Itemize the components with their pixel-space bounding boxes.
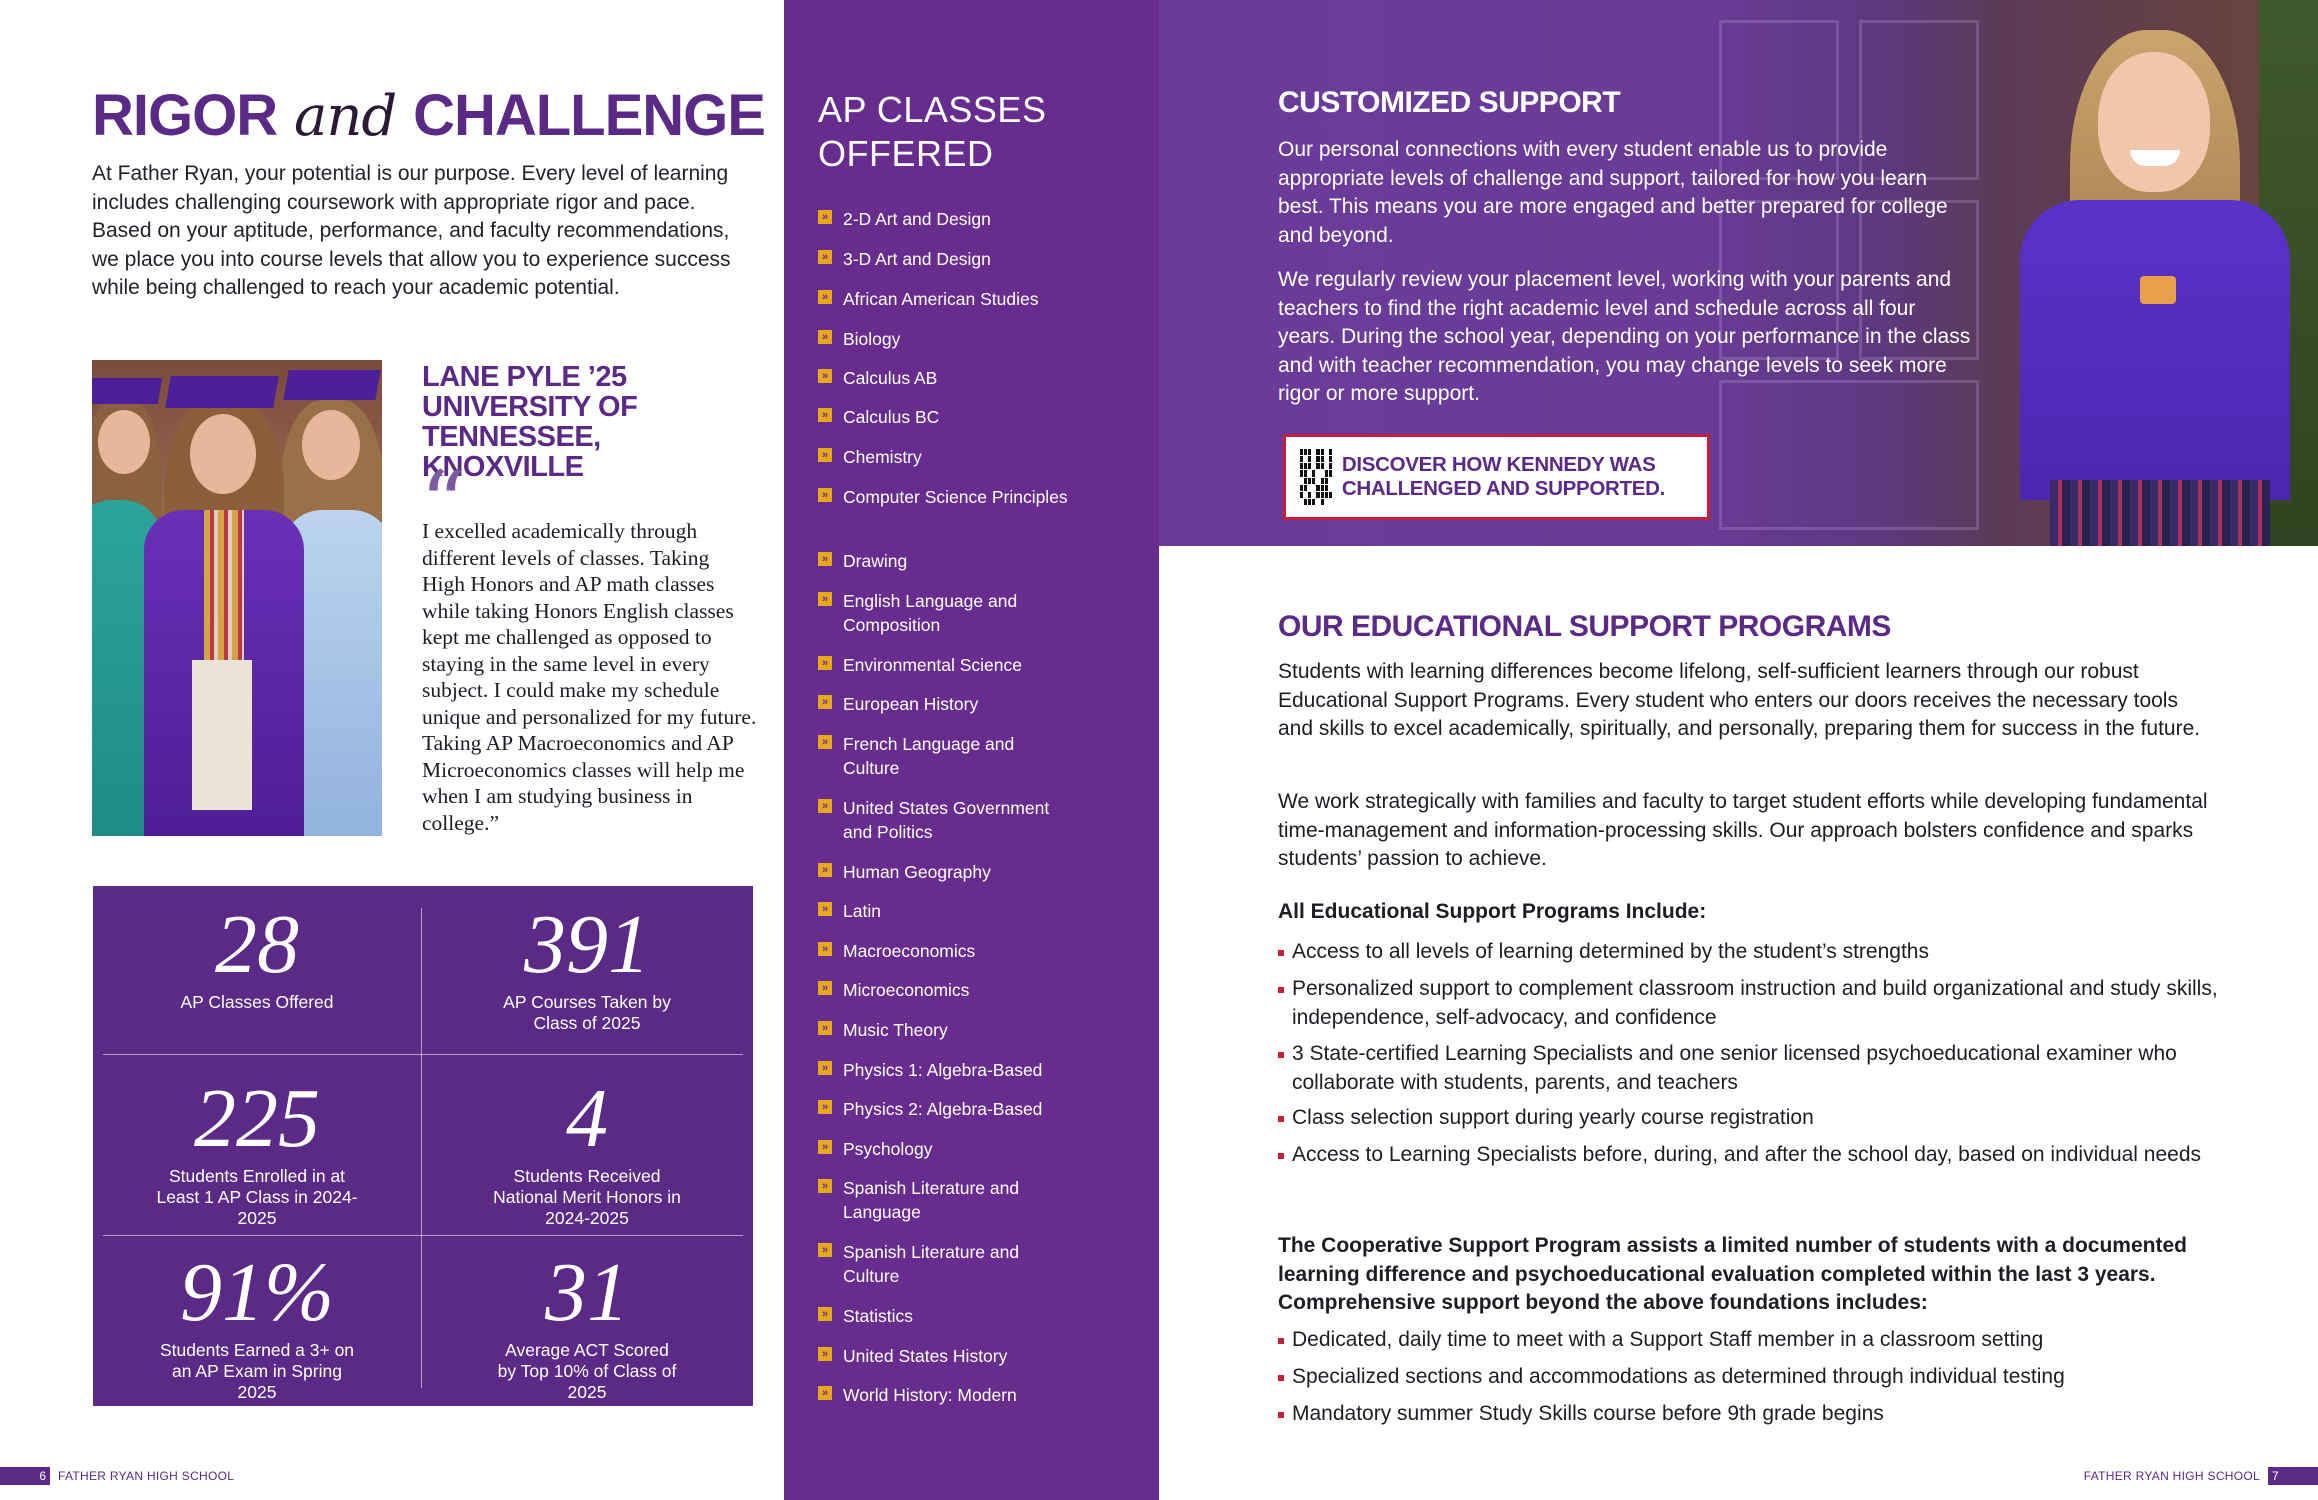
stat-item (97, 1074, 417, 1229)
arrow-bullet-icon: » (818, 1179, 832, 1193)
footer-school-name: FATHER RYAN HIGH SCHOOL (58, 1469, 235, 1483)
stat-value: 28 (215, 898, 299, 991)
ap-class-name: United States Government and Politics (843, 798, 1050, 842)
ap-class-item (818, 653, 1148, 677)
ap-class-item (818, 732, 1148, 780)
arrow-bullet-icon: » (818, 656, 832, 670)
ap-classes-column (784, 0, 1159, 1500)
bullet-text: Access to Learning Specialists before, during, and after the school day, based on individual needs (1292, 1143, 2202, 1166)
ap-class-item (818, 445, 1148, 469)
ap-class-name: 3-D Art and Design (843, 249, 991, 269)
ap-class-name: Biology (843, 329, 901, 349)
page-title (92, 82, 765, 149)
ap-class-name: English Language and Composition (843, 591, 1018, 635)
square-bullet-icon (1278, 1412, 1284, 1418)
ap-class-name: Microeconomics (843, 980, 970, 1000)
page-number: 6 (0, 1467, 50, 1485)
support-programs-paragraph: We work strategically with families and faculty to target student efforts while developing fundamental time-management and information-processing skills. Our approach bolsters confidence and sparks students’ passion to achieve. (1278, 790, 2208, 870)
cooperative-program-heading: The Cooperative Support Program assists a limited number of students with a documented learning difference and psychoeducational evaluation completed within the last 3 years. Comprehensive support beyond the above foundations includes: (1278, 1234, 2187, 1314)
stat-label: AP Classes Offered (180, 992, 334, 1012)
ap-class-name: French Language and Culture (843, 734, 1015, 778)
arrow-bullet-icon: » (818, 1243, 832, 1257)
title-and: and (293, 84, 397, 149)
arrow-bullet-icon: » (818, 863, 832, 877)
square-bullet-icon (1278, 950, 1284, 956)
ap-class-item (818, 978, 1148, 1002)
square-bullet-icon (1278, 1375, 1284, 1381)
arrow-bullet-icon: » (818, 902, 832, 916)
arrow-bullet-icon: » (818, 981, 832, 995)
bullet-list-item (1278, 1363, 2238, 1392)
stat-label: AP Courses Taken by Class of 2025 (503, 992, 671, 1033)
ap-class-item (818, 939, 1148, 963)
arrow-bullet-icon: » (818, 1021, 832, 1035)
stat-item (427, 900, 747, 1034)
page-number: 7 (2268, 1467, 2318, 1485)
ap-class-item (818, 1304, 1148, 1328)
student-photo (1990, 0, 2318, 546)
bullet-list-item (1278, 1326, 2238, 1355)
bullet-list-item (1278, 1400, 2238, 1429)
ap-class-item (818, 327, 1148, 351)
ap-class-item (818, 899, 1148, 923)
arrow-bullet-icon: » (818, 1307, 832, 1321)
arrow-bullet-icon: » (818, 799, 832, 813)
intro-paragraph: At Father Ryan, your potential is our purpose. Every level of learning includes challenging coursework with appropriate rigor and pace. Based on your aptitude, performance, and faculty recommendations, we place you into course levels that allow you to experience success while being challenged to reach your academic potential. (92, 162, 731, 299)
square-bullet-icon (1278, 1052, 1284, 1058)
stat-label: Average ACT Scored by Top 10% of Class of 2025 (497, 1340, 677, 1402)
quote-mark-icon: “ (420, 452, 467, 557)
arrow-bullet-icon: » (818, 290, 832, 304)
right-footer (2084, 1467, 2318, 1485)
ap-class-name: Computer Science Principles (843, 487, 1068, 507)
square-bullet-icon (1278, 1116, 1284, 1122)
stat-item (427, 1074, 747, 1229)
ap-class-name: Calculus AB (843, 368, 938, 388)
ap-class-name: Chemistry (843, 447, 922, 467)
ap-class-item (818, 589, 1148, 637)
qr-callout[interactable] (1283, 434, 1710, 520)
ap-class-item (818, 1137, 1148, 1161)
arrow-bullet-icon: » (818, 552, 832, 566)
ap-class-item (818, 549, 1148, 573)
ap-class-item (818, 796, 1148, 844)
arrow-bullet-icon: » (818, 695, 832, 709)
bullet-text: 3 State-certified Learning Specialists and one senior licensed psychoeducational examiner who collaborate with students, parents, and teachers (1292, 1042, 2177, 1094)
ap-class-item (818, 485, 1148, 509)
ap-class-item (818, 860, 1148, 884)
ap-class-item (818, 692, 1148, 716)
title-rigor: RIGOR (92, 83, 278, 148)
arrow-bullet-icon: » (818, 1386, 832, 1400)
ap-class-item (818, 1097, 1148, 1121)
bullet-text: Dedicated, daily time to meet with a Support Staff member in a classroom setting (1292, 1328, 2044, 1351)
arrow-bullet-icon: » (818, 942, 832, 956)
arrow-bullet-icon: » (818, 369, 832, 383)
bullet-list-item (1278, 938, 2238, 967)
support-programs-title: OUR EDUCATIONAL SUPPORT PROGRAMS (1278, 610, 1891, 643)
student-name-heading: LANE PYLE ’25 UNIVERSITY OF TENNESSEE, KNOXVILLE (422, 361, 638, 483)
bullet-list-item (1278, 1141, 2238, 1170)
ap-classes-title: AP CLASSES OFFERED (818, 89, 1047, 174)
ap-class-name: 2-D Art and Design (843, 209, 991, 229)
ap-class-item (818, 1344, 1148, 1368)
bullet-text: Personalized support to complement classroom instruction and build organizational and study skills, independence, self-advocacy, and confidence (1292, 977, 2218, 1029)
stat-value: 31 (545, 1246, 629, 1339)
ap-class-name: Statistics (843, 1306, 914, 1326)
arrow-bullet-icon: » (818, 408, 832, 422)
arrow-bullet-icon: » (818, 250, 832, 264)
qr-code-icon[interactable] (1300, 449, 1332, 505)
square-bullet-icon (1278, 1153, 1284, 1159)
arrow-bullet-icon: » (818, 448, 832, 462)
arrow-bullet-icon: » (818, 1100, 832, 1114)
qr-callout-text: DISCOVER HOW KENNEDY WAS CHALLENGED AND SUPPORTED. (1341, 453, 1666, 500)
ap-class-name: Drawing (843, 551, 908, 571)
stat-item (427, 1248, 747, 1403)
stat-value: 4 (566, 1072, 608, 1165)
ap-class-item (818, 1058, 1148, 1082)
bullet-text: Access to all levels of learning determined by the student’s strengths (1292, 940, 1929, 963)
ap-class-name: Environmental Science (843, 655, 1022, 675)
ap-class-item (818, 366, 1148, 390)
ap-class-name: Human Geography (843, 862, 991, 882)
ap-class-item (818, 1018, 1148, 1042)
ap-class-name: Macroeconomics (843, 941, 976, 961)
customized-support-paragraph: We regularly review your placement level, working with your parents and teachers to find the right academic level and schedule across all four years. During the school year, depending on your performance in the class and with teacher recommendation, you may change levels to seek more rigor or more support. (1278, 268, 1971, 405)
arrow-bullet-icon: » (818, 1140, 832, 1154)
bullet-list-item (1278, 1040, 2238, 1097)
includes-heading: All Educational Support Programs Include: (1278, 900, 1707, 923)
arrow-bullet-icon: » (818, 210, 832, 224)
stat-value: 225 (194, 1072, 320, 1165)
ap-class-name: Physics 2: Algebra-Based (843, 1099, 1043, 1119)
stat-item (97, 1248, 417, 1403)
customized-support-paragraph: Our personal connections with every student enable us to provide appropriate levels of challenge and support, tailored for how you learn best. This means you are more engaged and better prepared for college and beyond. (1278, 138, 1948, 247)
ap-class-name: Psychology (843, 1139, 933, 1159)
ap-class-item (818, 247, 1148, 271)
left-footer (0, 1467, 234, 1485)
ap-class-item (818, 1176, 1148, 1224)
square-bullet-icon (1278, 1338, 1284, 1344)
stat-item (97, 900, 417, 1013)
bullet-text: Class selection support during yearly course registration (1292, 1106, 1814, 1129)
stat-label: Students Enrolled in at Least 1 AP Class in 2024-2025 (156, 1166, 358, 1228)
student-quote: I excelled academically through different levels of classes. Taking High Honors and AP math classes while taking Honors English classes kept me challenged as opposed to staying in the same level in every subject. I could make my schedule unique and personalized for my future. Taking AP Macroeconomics and AP Microeconomics classes will help me when I am studying business in college.” (422, 519, 757, 835)
ap-class-item (818, 405, 1148, 429)
ap-class-name: Physics 1: Algebra-Based (843, 1060, 1043, 1080)
ap-class-item (818, 207, 1148, 231)
ap-class-name: Spanish Literature and Culture (843, 1242, 1020, 1286)
arrow-bullet-icon: » (818, 592, 832, 606)
stats-panel (93, 886, 753, 1406)
graduates-photo (92, 360, 382, 836)
ap-class-item (818, 1240, 1148, 1288)
ap-class-name: Latin (843, 901, 881, 921)
stat-value: 391 (524, 898, 650, 991)
ap-class-item (818, 287, 1148, 311)
arrow-bullet-icon: » (818, 330, 832, 344)
arrow-bullet-icon: » (818, 1061, 832, 1075)
arrow-bullet-icon: » (818, 1347, 832, 1361)
stat-value: 91% (180, 1246, 334, 1339)
bullet-text: Mandatory summer Study Skills course before 9th grade begins (1292, 1402, 1884, 1425)
ap-class-name: Music Theory (843, 1020, 948, 1040)
support-programs-paragraph: Students with learning differences become lifelong, self-sufficient learners through our robust Educational Support Programs. Every student who enters our doors receives the necessary tools and skills to excel academically, spiritually, and personally, preparing them for success in the future. (1278, 660, 2201, 740)
square-bullet-icon (1278, 987, 1284, 993)
bullet-text: Specialized sections and accommodations as determined through individual testing (1292, 1365, 2065, 1388)
arrow-bullet-icon: » (818, 735, 832, 749)
ap-class-name: European History (843, 694, 979, 714)
footer-school-name: FATHER RYAN HIGH SCHOOL (2083, 1469, 2260, 1483)
ap-class-item (818, 1383, 1148, 1407)
ap-class-name: Calculus BC (843, 407, 940, 427)
ap-class-name: Spanish Literature and Language (843, 1178, 1020, 1222)
arrow-bullet-icon: » (818, 488, 832, 502)
bullet-list-item (1278, 1104, 2238, 1133)
stat-label: Students Received National Merit Honors in 2024-2025 (493, 1166, 681, 1228)
ap-class-name: African American Studies (843, 289, 1039, 309)
bullet-list-item (1278, 975, 2238, 1032)
title-challenge: CHALLENGE (413, 83, 765, 148)
stat-label: Students Earned a 3+ on an AP Exam in Spring 2025 (159, 1340, 355, 1402)
ap-class-name: World History: Modern (843, 1385, 1017, 1405)
ap-class-name: United States History (843, 1346, 1008, 1366)
customized-support-title: CUSTOMIZED SUPPORT (1278, 86, 1621, 119)
